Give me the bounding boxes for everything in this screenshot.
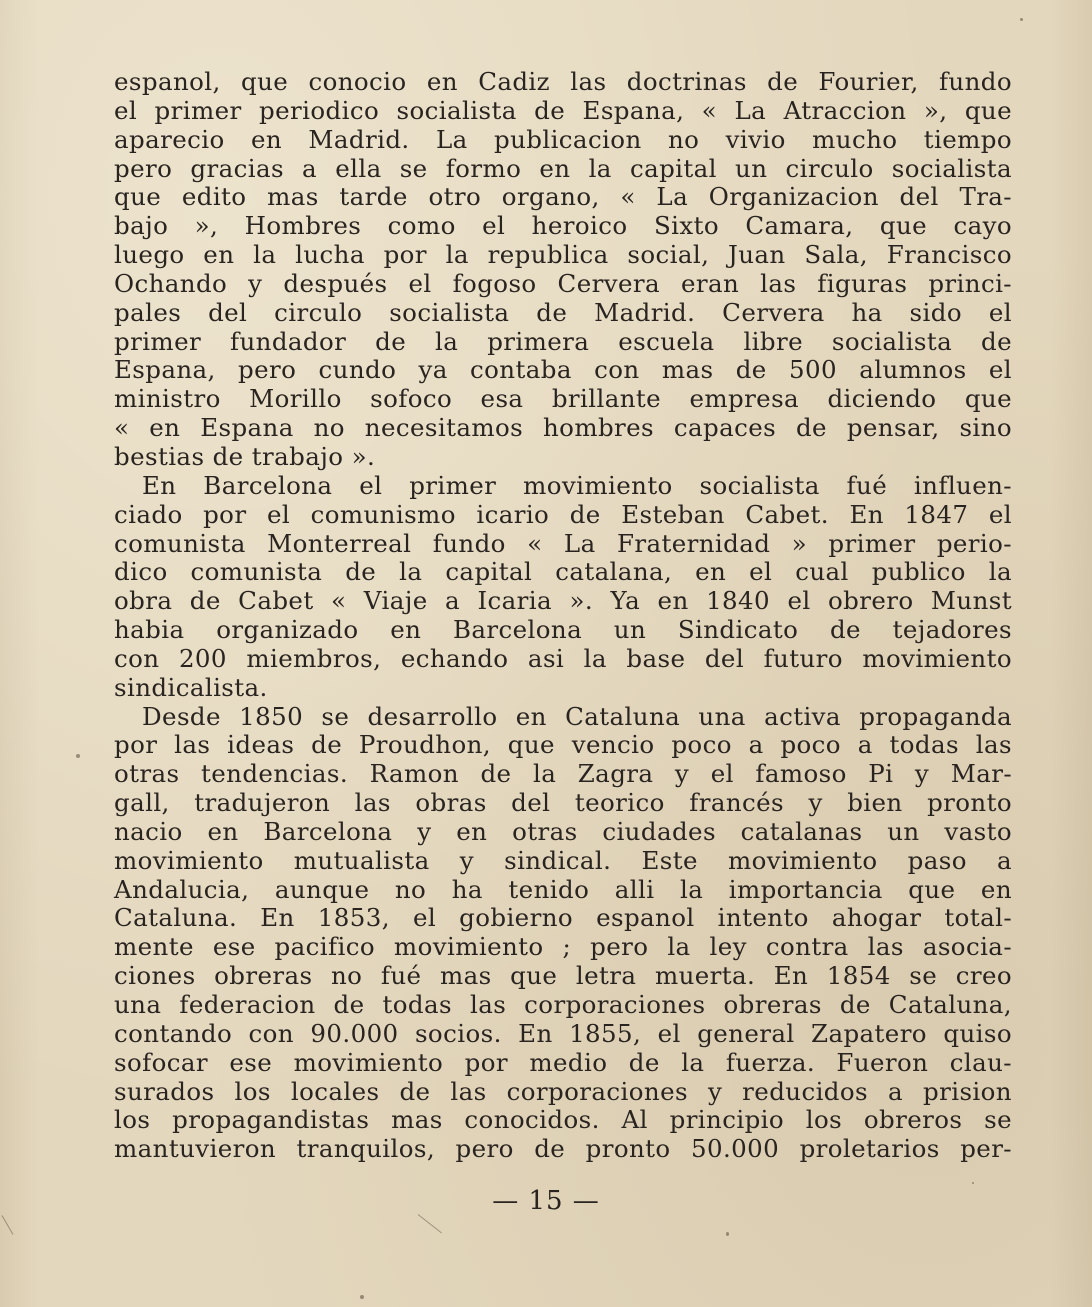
text-line: obra de Cabet « Viaje a Icaria ». Ya en 1840 el obrero Munst <box>114 586 1012 616</box>
paragraph-3 <box>114 703 1012 1165</box>
paper-speck <box>360 1295 364 1299</box>
text-line: dico comunista de la capital catalana, en el cual publico la <box>114 557 1012 587</box>
text-line: sindicalista. <box>114 672 268 702</box>
paper-speck <box>726 1232 729 1236</box>
text-line: Desde 1850 se desarrollo en Cataluna una activa propaganda <box>142 701 1012 731</box>
text-line: primer fundador de la primera escuela libre socialista de <box>114 326 1012 356</box>
paper-scratch <box>2 1215 14 1235</box>
text-line: una federacion de todas las corporaciones obreras de Cataluna, <box>114 990 1012 1019</box>
text-line: que edito mas tarde otro organo, « La Organizacion del Tra- <box>114 182 1012 212</box>
text-line: pales del circulo socialista de Madrid. Cervera ha sido el <box>114 297 1012 327</box>
text-line: mantuvieron tranquilos, pero de pronto 50.000 proletarios per- <box>114 1134 1012 1164</box>
body-text <box>114 68 1012 1164</box>
text-line: Espana, pero cundo ya contaba con mas de 500 alumnos el <box>114 355 1012 385</box>
paragraph-1 <box>114 68 1012 472</box>
text-line: espanol, que conocio en Cadiz las doctrinas de Fourier, fundo <box>114 67 1012 96</box>
text-line: contando con 90.000 socios. En 1855, el general Zapatero quiso <box>114 1018 1012 1048</box>
text-line: luego en la lucha por la republica social, Juan Sala, Francisco <box>114 240 1012 270</box>
text-line: habia organizado en Barcelona un Sindicato de tejadores <box>114 615 1012 645</box>
text-line: ciones obreras no fué mas que letra muerta. En 1854 se creo <box>114 961 1012 991</box>
paper-speck <box>972 1182 974 1184</box>
text-line: surados los locales de las corporaciones y reducidos a prision <box>114 1076 1012 1106</box>
text-line: En Barcelona el primer movimiento socialista fué influen- <box>142 470 1012 500</box>
text-line: el primer periodico socialista de Espana, « La Atraccion », que <box>114 95 1012 125</box>
text-line: con 200 miembros, echando asi la base del futuro movimiento <box>114 643 1012 673</box>
text-line: Andalucia, aunque no ha tenido alli la importancia que en <box>114 874 1012 904</box>
text-line: pero gracias a ella se formo en la capital un circulo socialista <box>114 153 1012 183</box>
page-number: — 15 — <box>492 1186 600 1216</box>
text-line: Cataluna. En 1853, el gobierno espanol intento ahogar total- <box>114 903 1012 933</box>
text-line: bajo », Hombres como el heroico Sixto Camara, que cayo <box>114 211 1012 241</box>
text-line: los propagandistas mas conocidos. Al principio los obreros se <box>114 1105 1012 1135</box>
text-line: aparecio en Madrid. La publicacion no vivio mucho tiempo <box>114 124 1012 154</box>
text-line: mente ese pacifico movimiento ; pero la ley contra las asocia- <box>114 932 1012 962</box>
text-line: nacio en Barcelona y en otras ciudades catalanas un vasto <box>114 816 1012 846</box>
text-line: « en Espana no necesitamos hombres capaces de pensar, sino <box>114 413 1012 443</box>
text-line: sofocar ese movimiento por medio de la fuerza. Fueron clau- <box>114 1047 1012 1077</box>
text-line: bestias de trabajo ». <box>114 441 376 471</box>
paragraph-2 <box>114 472 1012 703</box>
text-line: movimiento mutualista y sindical. Este movimiento paso a <box>114 845 1012 875</box>
text-line: ministro Morillo sofoco esa brillante empresa diciendo que <box>114 384 1012 414</box>
paper-speck <box>1020 18 1023 21</box>
text-line: gall, tradujeron las obras del teorico francés y bien pronto <box>114 788 1012 818</box>
text-line: comunista Monterreal fundo « La Fraternidad » primer perio- <box>114 528 1012 558</box>
text-line: otras tendencias. Ramon de la Zagra y el famoso Pi y Mar- <box>114 759 1012 789</box>
text-line: por las ideas de Proudhon, que vencio poco a poco a todas las <box>114 730 1012 760</box>
text-line: Ochando y después el fogoso Cervera eran las figuras princi- <box>114 268 1012 298</box>
paper-scratch <box>418 1214 442 1233</box>
paper-speck <box>76 754 80 758</box>
text-line: ciado por el comunismo icario de Esteban Cabet. En 1847 el <box>114 499 1012 529</box>
